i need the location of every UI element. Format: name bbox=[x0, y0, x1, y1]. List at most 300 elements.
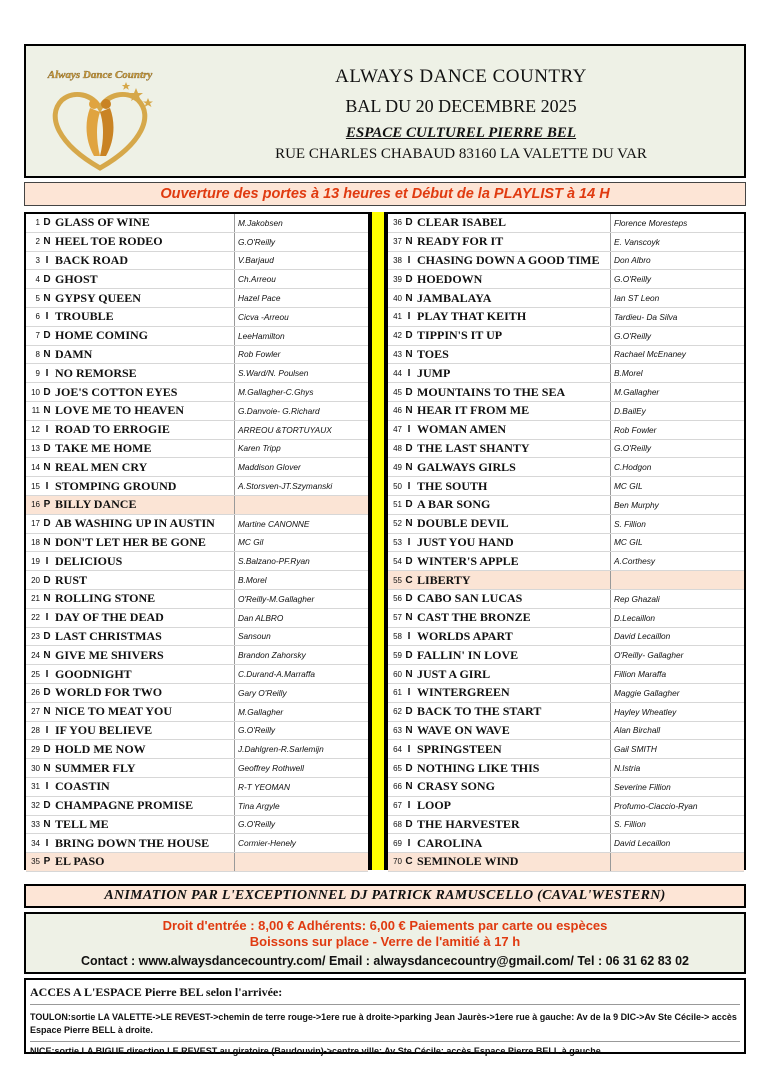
dance-choreographer: Ben Murphy bbox=[610, 496, 744, 514]
dance-level: D bbox=[405, 649, 413, 661]
playlist-row bbox=[26, 740, 368, 759]
dance-number: 51 bbox=[393, 500, 402, 510]
dance-title: HOLD ME NOW bbox=[55, 741, 146, 756]
dance-title: NOTHING LIKE THIS bbox=[417, 760, 540, 775]
dance-level: I bbox=[407, 837, 411, 849]
dance-number: 23 bbox=[31, 631, 40, 641]
dance-number: 5 bbox=[35, 293, 40, 303]
access-title: ACCES A L'ESPACE Pierre BEL selon l'arrivée: bbox=[30, 985, 283, 999]
dance-choreographer: S.Balzano-PF.Ryan bbox=[234, 552, 368, 570]
column-divider bbox=[370, 212, 386, 870]
dance-number: 58 bbox=[393, 631, 402, 641]
dance-level: D bbox=[405, 555, 413, 567]
dance-title: CLEAR ISABEL bbox=[417, 215, 507, 230]
dance-choreographer: O'Reilly-M.Gallagher bbox=[234, 590, 368, 608]
dance-choreographer bbox=[610, 853, 744, 871]
dance-number: 53 bbox=[393, 537, 402, 547]
playlist-row bbox=[26, 233, 368, 252]
dance-number: 28 bbox=[31, 725, 40, 735]
dance-choreographer: D.BailEy bbox=[610, 402, 744, 420]
dance-title: TROUBLE bbox=[55, 309, 114, 324]
dance-level: N bbox=[43, 762, 51, 774]
dance-title: IF YOU BELIEVE bbox=[55, 722, 153, 737]
dance-number: 18 bbox=[31, 537, 40, 547]
dance-level: D bbox=[43, 574, 51, 586]
playlist-row bbox=[26, 440, 368, 459]
dance-title: BACK ROAD bbox=[55, 252, 129, 267]
dance-choreographer: Gail SMITH bbox=[610, 740, 744, 758]
entry-prices: Droit d'entrée : 8,00 € Adhérents: 6,00 € Paiements par carte ou espèces bbox=[162, 918, 608, 933]
dance-level: I bbox=[407, 424, 411, 436]
dance-level: D bbox=[43, 687, 51, 699]
dance-title: READY FOR IT bbox=[417, 234, 504, 249]
dance-level: N bbox=[43, 593, 51, 605]
dance-choreographer: B.Morel bbox=[610, 364, 744, 382]
dance-title: GALWAYS GIRLS bbox=[417, 459, 516, 474]
svg-text:Always Dance Country: Always Dance Country bbox=[47, 69, 153, 81]
dance-title: THE SOUTH bbox=[417, 478, 488, 493]
dance-level: D bbox=[43, 330, 51, 342]
dance-choreographer: S.Ward/N. Poulsen bbox=[234, 364, 368, 382]
dance-choreographer: V.Barjaud bbox=[234, 252, 368, 270]
dance-title: GOODNIGHT bbox=[55, 666, 132, 681]
dance-title: JUST YOU HAND bbox=[417, 534, 514, 549]
dance-number: 46 bbox=[393, 406, 402, 416]
dance-number: 47 bbox=[393, 425, 402, 435]
dance-level: I bbox=[407, 254, 411, 266]
dance-choreographer: M.Jakobsen bbox=[234, 214, 368, 232]
dance-number: 69 bbox=[393, 838, 402, 848]
dance-number: 9 bbox=[35, 368, 40, 378]
playlist-row bbox=[26, 477, 368, 496]
playlist-row bbox=[388, 289, 744, 308]
dance-choreographer: Hazel Pace bbox=[234, 289, 368, 307]
dance-title: CAROLINA bbox=[417, 835, 483, 850]
playlist-row bbox=[388, 458, 744, 477]
dance-level: I bbox=[407, 687, 411, 699]
dance-choreographer: MC GIL bbox=[610, 534, 744, 552]
playlist-table-left bbox=[24, 212, 370, 870]
opening-times: Ouverture des portes à 13 heures et Début de la PLAYLIST à 14 H bbox=[24, 182, 746, 206]
playlist-row bbox=[388, 402, 744, 421]
dance-number: 67 bbox=[393, 801, 402, 811]
playlist-row bbox=[388, 308, 744, 327]
dance-number: 56 bbox=[393, 594, 402, 604]
dance-number: 15 bbox=[31, 481, 40, 491]
dance-number: 65 bbox=[393, 763, 402, 773]
dance-number: 39 bbox=[393, 274, 402, 284]
dance-title: TAKE ME HOME bbox=[55, 440, 152, 455]
playlist-row bbox=[388, 759, 744, 778]
dance-choreographer: B.Morel bbox=[234, 571, 368, 589]
dance-choreographer: MC Gil bbox=[234, 534, 368, 552]
playlist-row bbox=[26, 383, 368, 402]
dance-level: N bbox=[405, 518, 413, 530]
dance-choreographer: A.Corthesy bbox=[610, 552, 744, 570]
dance-choreographer: Karen Tripp bbox=[234, 440, 368, 458]
dance-title: PLAY THAT KEITH bbox=[417, 309, 527, 324]
venue-name: ESPACE CULTUREL PIERRE BEL bbox=[345, 125, 577, 141]
playlist-row bbox=[26, 214, 368, 233]
dance-level: N bbox=[43, 818, 51, 830]
playlist-row bbox=[26, 552, 368, 571]
dance-level: N bbox=[405, 461, 413, 473]
dance-choreographer: Ch.Arreou bbox=[234, 270, 368, 288]
dance-choreographer: G.O'Reilly bbox=[610, 440, 744, 458]
dance-level: D bbox=[405, 217, 413, 229]
dance-number: 63 bbox=[393, 725, 402, 735]
dance-level: N bbox=[405, 612, 413, 624]
dance-level: I bbox=[45, 555, 49, 567]
dance-level: N bbox=[405, 348, 413, 360]
dance-choreographer: Sansoun bbox=[234, 628, 368, 646]
dance-title: BRING DOWN THE HOUSE bbox=[55, 835, 210, 850]
playlist-row bbox=[388, 477, 744, 496]
dance-number: 3 bbox=[35, 255, 40, 265]
dance-level: N bbox=[43, 649, 51, 661]
dance-number: 55 bbox=[393, 575, 402, 585]
dance-title: STOMPING GROUND bbox=[55, 478, 177, 493]
playlist-row bbox=[26, 289, 368, 308]
dance-level: I bbox=[407, 743, 411, 755]
playlist-row bbox=[26, 327, 368, 346]
dance-title: TOES bbox=[417, 346, 449, 361]
playlist-row bbox=[26, 646, 368, 665]
dance-choreographer: Rob Fowler bbox=[610, 421, 744, 439]
dance-choreographer: E. Vanscoyk bbox=[610, 233, 744, 251]
dance-level: I bbox=[45, 612, 49, 624]
dance-choreographer bbox=[610, 571, 744, 589]
dance-title: DON'T LET HER BE GONE bbox=[55, 534, 206, 549]
dance-level: D bbox=[43, 630, 51, 642]
dance-choreographer: Rachael McEnaney bbox=[610, 346, 744, 364]
dance-title: WAVE ON WAVE bbox=[417, 722, 510, 737]
dance-choreographer: R-T YEOMAN bbox=[234, 778, 368, 796]
dance-choreographer: G.Danvoie- G.Richard bbox=[234, 402, 368, 420]
playlist-row bbox=[26, 853, 368, 872]
dance-level: I bbox=[45, 311, 49, 323]
dance-choreographer: G.O'Reilly bbox=[610, 327, 744, 345]
dance-title: WOMAN AMEN bbox=[417, 422, 506, 437]
dance-level: N bbox=[43, 236, 51, 248]
playlist-row bbox=[388, 383, 744, 402]
dancing-couple-logo-icon bbox=[38, 64, 162, 174]
playlist-row bbox=[388, 684, 744, 703]
dance-title: LIBERTY bbox=[417, 572, 471, 587]
playlist-row bbox=[26, 515, 368, 534]
access-from-nice: NICE:sortie LA BIGUE direction LE REVEST au giratoire (Baudouvin)->centre ville: Av Ste Cécile: accès Espace Pierre BELL à gauche bbox=[30, 1046, 601, 1056]
dance-choreographer: C.Hodgon bbox=[610, 458, 744, 476]
dance-number: 64 bbox=[393, 744, 402, 754]
playlist-row bbox=[388, 797, 744, 816]
dance-number: 54 bbox=[393, 556, 402, 566]
playlist-row bbox=[26, 402, 368, 421]
dance-number: 60 bbox=[393, 669, 402, 679]
dance-title: CRASY SONG bbox=[417, 779, 495, 794]
dance-level: N bbox=[405, 781, 413, 793]
dance-number: 40 bbox=[393, 293, 402, 303]
dance-level: N bbox=[43, 405, 51, 417]
playlist-row bbox=[388, 233, 744, 252]
playlist-row bbox=[26, 759, 368, 778]
dance-number: 66 bbox=[393, 782, 402, 792]
dance-title: THE HARVESTER bbox=[417, 816, 520, 831]
dance-level: N bbox=[405, 405, 413, 417]
dance-title: GHOST bbox=[55, 271, 98, 286]
playlist-row bbox=[388, 534, 744, 553]
dance-title: ROLLING STONE bbox=[55, 591, 156, 606]
dance-title: WORLDS APART bbox=[417, 628, 513, 643]
dance-number: 68 bbox=[393, 819, 402, 829]
dance-level: I bbox=[407, 311, 411, 323]
dance-title: JUMP bbox=[417, 365, 451, 380]
dance-title: WINTER'S APPLE bbox=[417, 553, 519, 568]
dance-level: D bbox=[405, 330, 413, 342]
dance-title: AB WASHING UP IN AUSTIN bbox=[55, 516, 215, 531]
dance-title: DELICIOUS bbox=[55, 553, 123, 568]
dance-level: I bbox=[407, 536, 411, 548]
event-header bbox=[24, 44, 746, 178]
playlist-row bbox=[388, 778, 744, 797]
playlist-row bbox=[26, 346, 368, 365]
dance-choreographer: LeeHamilton bbox=[234, 327, 368, 345]
dance-title: REAL MEN CRY bbox=[55, 459, 148, 474]
dance-choreographer: Geoffrey Rothwell bbox=[234, 759, 368, 777]
dance-level: I bbox=[407, 800, 411, 812]
dance-title: LOVE ME TO HEAVEN bbox=[55, 403, 185, 418]
playlist-row bbox=[388, 571, 744, 590]
dance-choreographer: M.Gallagher bbox=[610, 383, 744, 401]
contact-info: Contact : www.alwaysdancecountry.com/ Email : alwaysdancecountry@gmail.com/ Tel : 06 31 62 83 02 bbox=[80, 954, 689, 968]
playlist-row bbox=[26, 571, 368, 590]
dance-choreographer: Martine CANONNE bbox=[234, 515, 368, 533]
dance-number: 50 bbox=[393, 481, 402, 491]
dance-number: 19 bbox=[31, 556, 40, 566]
dance-number: 31 bbox=[31, 782, 40, 792]
playlist-row bbox=[388, 496, 744, 515]
dance-title: HOEDOWN bbox=[417, 271, 483, 286]
dance-choreographer: G.O'Reilly bbox=[610, 270, 744, 288]
dance-choreographer: Don Albro bbox=[610, 252, 744, 270]
dance-number: 32 bbox=[31, 801, 40, 811]
dance-title: WINTERGREEN bbox=[417, 685, 510, 700]
dance-level: D bbox=[405, 273, 413, 285]
playlist-row bbox=[388, 270, 744, 289]
dance-level: I bbox=[45, 480, 49, 492]
playlist-row bbox=[26, 534, 368, 553]
dance-level: D bbox=[405, 499, 413, 511]
playlist-row bbox=[388, 421, 744, 440]
dance-level: C bbox=[405, 574, 413, 586]
dance-title: ROAD TO ERROGIE bbox=[55, 422, 170, 437]
dance-title: HOME COMING bbox=[55, 328, 148, 343]
dance-number: 62 bbox=[393, 707, 402, 717]
dance-title: DAY OF THE DEAD bbox=[55, 610, 164, 625]
dance-number: 25 bbox=[31, 669, 40, 679]
dance-level: N bbox=[43, 461, 51, 473]
dance-level: N bbox=[405, 724, 413, 736]
dance-level: I bbox=[45, 724, 49, 736]
playlist-row bbox=[26, 665, 368, 684]
dance-choreographer: David Lecaillon bbox=[610, 834, 744, 852]
dance-choreographer: G.O'Reilly bbox=[234, 722, 368, 740]
dance-number: 11 bbox=[31, 406, 40, 416]
dance-title: CHASING DOWN A GOOD TIME bbox=[417, 252, 600, 267]
dance-level: I bbox=[45, 837, 49, 849]
playlist-row bbox=[26, 684, 368, 703]
dance-title: GYPSY QUEEN bbox=[55, 290, 141, 305]
dance-choreographer: Rep Ghazali bbox=[610, 590, 744, 608]
playlist-row bbox=[26, 722, 368, 741]
dance-choreographer: M.Gallagher-C.Ghys bbox=[234, 383, 368, 401]
playlist-row bbox=[26, 270, 368, 289]
dance-choreographer: Alan Birchall bbox=[610, 722, 744, 740]
playlist-row bbox=[388, 252, 744, 271]
dance-title: CABO SAN LUCAS bbox=[417, 591, 523, 606]
dance-choreographer bbox=[234, 496, 368, 514]
dance-title: MOUNTAINS TO THE SEA bbox=[417, 384, 566, 399]
dance-number: 1 bbox=[35, 218, 40, 228]
dance-number: 43 bbox=[393, 349, 402, 359]
dance-number: 49 bbox=[393, 462, 402, 472]
event-date: BAL DU 20 DECEMBRE 2025 bbox=[345, 96, 577, 116]
playlist-row bbox=[26, 308, 368, 327]
dance-level: I bbox=[45, 668, 49, 680]
dance-number: 4 bbox=[35, 274, 40, 284]
dance-number: 10 bbox=[31, 387, 40, 397]
dance-title: SEMINOLE WIND bbox=[417, 854, 519, 869]
dance-choreographer: G.O'Reilly bbox=[234, 816, 368, 834]
dance-level: D bbox=[43, 743, 51, 755]
dance-number: 42 bbox=[393, 331, 402, 341]
dance-choreographer: ARREOU &TORTUYAUX bbox=[234, 421, 368, 439]
dance-number: 48 bbox=[393, 443, 402, 453]
dance-choreographer: Tina Argyle bbox=[234, 797, 368, 815]
playlist-row bbox=[26, 458, 368, 477]
dance-title: THE LAST SHANTY bbox=[417, 440, 530, 455]
club-name: ALWAYS DANCE COUNTRY bbox=[335, 66, 587, 87]
dance-level: D bbox=[405, 593, 413, 605]
dance-level: I bbox=[407, 630, 411, 642]
dance-level: N bbox=[405, 292, 413, 304]
dance-title: COASTIN bbox=[55, 779, 110, 794]
playlist-row bbox=[388, 609, 744, 628]
dance-level: I bbox=[45, 424, 49, 436]
playlist-row bbox=[388, 703, 744, 722]
dance-level: D bbox=[405, 706, 413, 718]
playlist-row bbox=[388, 552, 744, 571]
dance-title: NICE TO MEAT YOU bbox=[55, 704, 173, 719]
dance-choreographer bbox=[234, 853, 368, 871]
playlist-row bbox=[26, 703, 368, 722]
dance-number: 44 bbox=[393, 368, 402, 378]
dance-number: 45 bbox=[393, 387, 402, 397]
dance-choreographer: Maddison Glover bbox=[234, 458, 368, 476]
playlist-row bbox=[26, 778, 368, 797]
dance-number: 36 bbox=[393, 218, 402, 228]
dance-number: 33 bbox=[31, 819, 40, 829]
dance-number: 59 bbox=[393, 650, 402, 660]
playlist-row bbox=[388, 853, 744, 872]
dance-choreographer: Cormier-Henely bbox=[234, 834, 368, 852]
dance-title: BACK TO THE START bbox=[417, 704, 542, 719]
dance-title: FALLIN' IN LOVE bbox=[417, 647, 519, 662]
dance-choreographer: Ian ST Leon bbox=[610, 289, 744, 307]
dance-choreographer: Profumo-Ciaccio-Ryan bbox=[610, 797, 744, 815]
dance-title: CAST THE BRONZE bbox=[417, 610, 531, 625]
dance-level: N bbox=[405, 668, 413, 680]
dance-number: 2 bbox=[35, 237, 40, 247]
playlist-row bbox=[26, 364, 368, 383]
dance-title: BILLY DANCE bbox=[55, 497, 137, 512]
playlist-row bbox=[26, 816, 368, 835]
dance-number: 70 bbox=[393, 857, 402, 867]
playlist-row bbox=[388, 834, 744, 853]
dance-level: P bbox=[43, 499, 51, 511]
dance-title: NO REMORSE bbox=[55, 365, 137, 380]
drinks-info: Boissons sur place - Verre de l'amitié à 17 h bbox=[249, 934, 521, 949]
playlist-row bbox=[26, 834, 368, 853]
dance-level: C bbox=[405, 856, 413, 868]
dance-level: I bbox=[45, 367, 49, 379]
dance-title: JOE'S COTTON EYES bbox=[55, 384, 178, 399]
dance-level: N bbox=[43, 706, 51, 718]
dance-choreographer: Brandon Zahorsky bbox=[234, 646, 368, 664]
dance-title: TIPPIN'S IT UP bbox=[417, 328, 503, 343]
dance-title: HEAR IT FROM ME bbox=[417, 403, 530, 418]
dance-number: 35 bbox=[31, 857, 40, 867]
dance-title: LOOP bbox=[417, 798, 452, 813]
playlist-row bbox=[388, 364, 744, 383]
dance-number: 6 bbox=[35, 312, 40, 322]
dance-choreographer: C.Durand-A.Marraffa bbox=[234, 665, 368, 683]
dance-title: EL PASO bbox=[55, 854, 105, 869]
dance-title: GLASS OF WINE bbox=[55, 215, 150, 230]
dance-level: N bbox=[43, 348, 51, 360]
dance-level: D bbox=[405, 442, 413, 454]
dance-level: N bbox=[43, 536, 51, 548]
dance-choreographer: D.Lecaillon bbox=[610, 609, 744, 627]
dance-choreographer: G.O'Reilly bbox=[234, 233, 368, 251]
dance-title: LAST CHRISTMAS bbox=[55, 628, 162, 643]
dance-choreographer: O'Reilly- Gallagher bbox=[610, 646, 744, 664]
dance-choreographer: A.Storsven-JT.Szymanski bbox=[234, 477, 368, 495]
playlist-row bbox=[388, 214, 744, 233]
dance-choreographer: Florence Moresteps bbox=[610, 214, 744, 232]
dance-level: I bbox=[407, 480, 411, 492]
dance-choreographer: Gary O'Reilly bbox=[234, 684, 368, 702]
dance-level: D bbox=[405, 818, 413, 830]
playlist-table-right bbox=[386, 212, 746, 870]
dance-choreographer: Rob Fowler bbox=[234, 346, 368, 364]
dance-number: 8 bbox=[35, 349, 40, 359]
dance-number: 29 bbox=[31, 744, 40, 754]
dance-title: HEEL TOE RODEO bbox=[55, 234, 163, 249]
dance-number: 57 bbox=[393, 613, 402, 623]
dance-number: 27 bbox=[31, 707, 40, 717]
dj-animation-banner: ANIMATION PAR L'EXCEPTIONNEL DJ PATRICK RAMUSCELLO (CAVAL'WESTERN) bbox=[24, 884, 746, 908]
dance-number: 26 bbox=[31, 688, 40, 698]
dance-number: 37 bbox=[393, 237, 402, 247]
dance-title: WORLD FOR TWO bbox=[55, 685, 163, 700]
playlist-row bbox=[388, 590, 744, 609]
dance-choreographer: Dan ALBRO bbox=[234, 609, 368, 627]
dance-number: 34 bbox=[31, 838, 40, 848]
playlist-row bbox=[388, 327, 744, 346]
dance-title: GIVE ME SHIVERS bbox=[55, 647, 164, 662]
dance-number: 22 bbox=[31, 613, 40, 623]
dance-level: P bbox=[43, 856, 51, 868]
